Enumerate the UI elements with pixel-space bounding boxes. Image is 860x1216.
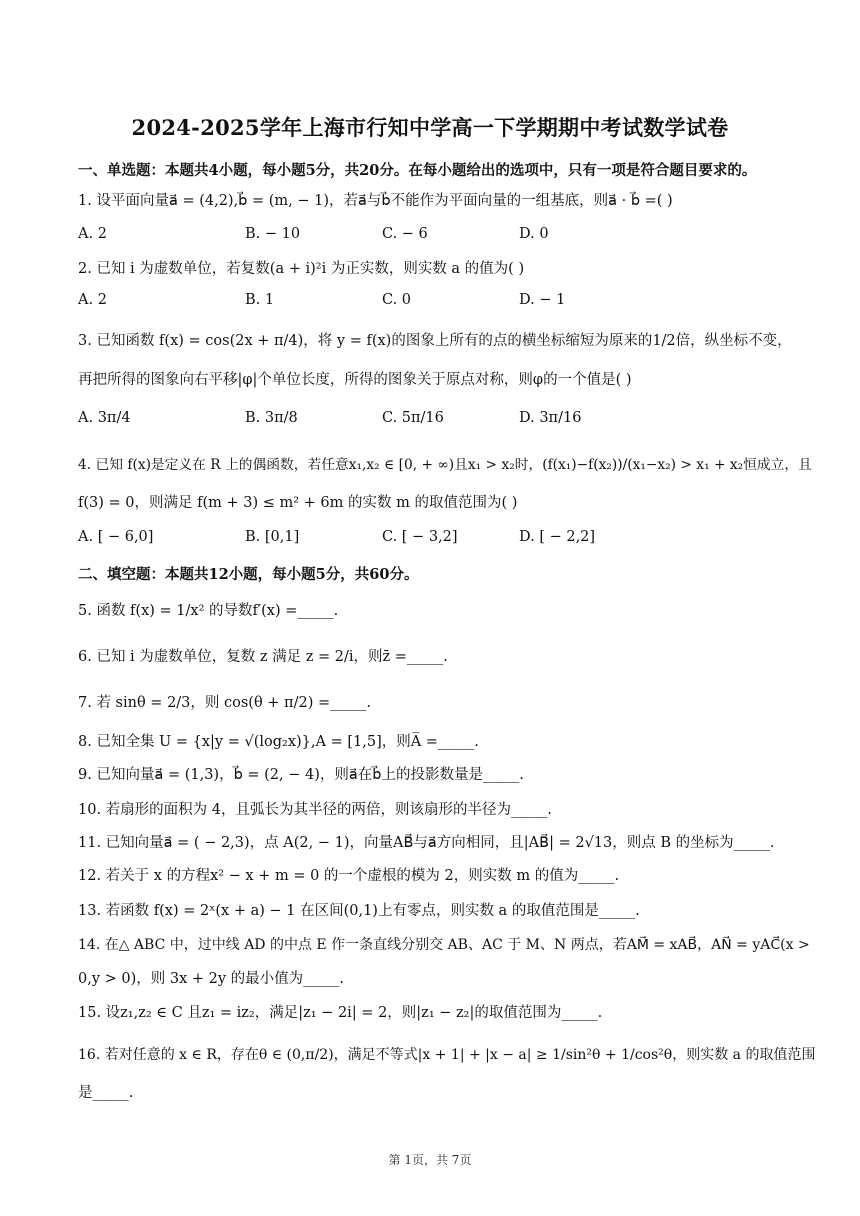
question-3-line-2: 再把所得的图象向右平移|φ|个单位长度，所得的图象关于原点对称，则φ的一个值是( )	[78, 372, 632, 388]
question-6: 6. 已知 i 为虚数单位，复数 z 满足 z = 2/i，则z̄ =_____.	[78, 649, 448, 665]
question-4-options	[78, 529, 778, 549]
question-11: 11. 已知向量a⃗ = ( − 2,3)，点 A(2, − 1)，向量AB⃗与a⃗方向相同，且|AB⃗| = 2√13，则点 B 的坐标为_____.	[78, 835, 775, 851]
question-2: 2. 已知 i 为虚数单位，若复数(a + i)²i 为正实数，则实数 a 的值为( )	[78, 261, 525, 277]
page-footer: 第 1页，共 7页	[388, 1153, 472, 1167]
question-8: 8. 已知全集 U = {x|y = √(log₂x)},A = [1,5]，则A̅ =_____.	[78, 734, 479, 750]
option-c: C. 0	[382, 292, 412, 308]
option-b: B. [0,1]	[245, 529, 300, 545]
question-14-line-2: 0,y > 0)，则 3x + 2y 的最小值为_____.	[78, 971, 345, 987]
question-13: 13. 若函数 f(x) = 2ˣ(x + a) − 1 在区间(0,1)上有零点，则实数 a 的取值范围是_____.	[78, 903, 640, 919]
question-12: 12. 若关于 x 的方程x² − x + m = 0 的一个虚根的模为 2，则实数 m 的值为_____.	[78, 868, 620, 884]
option-a: A. 2	[78, 226, 107, 242]
question-16-line-2: 是_____.	[78, 1085, 134, 1101]
exam-title: 2024-2025学年上海市行知中学高一下学期期中考试数学试卷	[131, 115, 729, 140]
question-16-line-1: 16. 若对任意的 x ∈ R，存在θ ∈ (0,π/2)，满足不等式|x + 1| + |x − a| ≥ 1/sin²θ + 1/cos²θ，则实数 a 的取值范围	[78, 1047, 816, 1063]
option-b: B. 3π/8	[245, 410, 298, 426]
option-d: D. 0	[519, 226, 549, 242]
question-1: 1. 设平面向量a⃗ = (4,2),b⃗ = (m, − 1)，若a⃗与b⃗不能作为平面向量的一组基底，则a⃗ · b⃗ =( )	[78, 193, 673, 209]
question-4-line-2: f(3) = 0，则满足 f(m + 3) ≤ m² + 6m 的实数 m 的取值范围为( )	[78, 495, 518, 511]
question-5: 5. 函数 f(x) = 1/x² 的导数f′(x) =_____.	[78, 603, 339, 619]
option-b: B. − 10	[245, 226, 301, 242]
option-c: C. [ − 3,2]	[382, 529, 458, 545]
question-4-line-1: 4. 已知 f(x)是定义在 R 上的偶函数，若任意x₁,x₂ ∈ [0, + ∞)且x₁ > x₂时，(f(x₁)−f(x₂))/(x₁−x₂) > x₁ + x₂恒成立，且	[78, 457, 812, 473]
option-c: C. − 6	[382, 226, 428, 242]
question-9: 9. 已知向量a⃗ = (1,3)，b⃗ = (2, − 4)，则a⃗在b⃗上的投影数量是_____.	[78, 767, 524, 783]
question-10: 10. 若扇形的面积为 4，且弧长为其半径的两倍，则该扇形的半径为_____.	[78, 802, 552, 818]
option-a: A. 3π/4	[78, 410, 131, 426]
option-d: D. [ − 2,2]	[519, 529, 596, 545]
question-3-line-1: 3. 已知函数 f(x) = cos(2x + π/4)，将 y = f(x)的图象上所有的点的横坐标缩短为原来的1/2倍，纵坐标不变，	[78, 333, 792, 349]
section-fill-in-heading: 二、填空题：本题共12小题，每小题5分，共60分。	[78, 566, 419, 583]
option-b: B. 1	[245, 292, 275, 308]
option-a: A. 2	[78, 292, 107, 308]
question-2-options	[78, 292, 778, 312]
section-single-choice-heading: 一、单选题：本题共4小题，每小题5分，共20分。在每小题给出的选项中，只有一项是符合题目要求的。	[78, 162, 757, 179]
question-15: 15. 设z₁,z₂ ∈ C 且z₁ = iz₂，满足|z₁ − 2i| = 2，则|z₁ − z₂|的取值范围为_____.	[78, 1005, 603, 1021]
option-d: D. 3π/16	[519, 410, 582, 426]
question-3-options	[78, 410, 778, 430]
question-1-options	[78, 226, 778, 246]
question-7: 7. 若 sinθ = 2/3，则 cos(θ + π/2) =_____.	[78, 695, 371, 711]
option-c: C. 5π/16	[382, 410, 444, 426]
question-14-line-1: 14. 在△ ABC 中，过中线 AD 的中点 E 作一条直线分别交 AB、AC 于 M、N 两点，若AM⃗ = xAB⃗，AN⃗ = yAC⃗(x >	[78, 937, 810, 953]
option-a: A. [ − 6,0]	[78, 529, 154, 545]
option-d: D. − 1	[519, 292, 566, 308]
